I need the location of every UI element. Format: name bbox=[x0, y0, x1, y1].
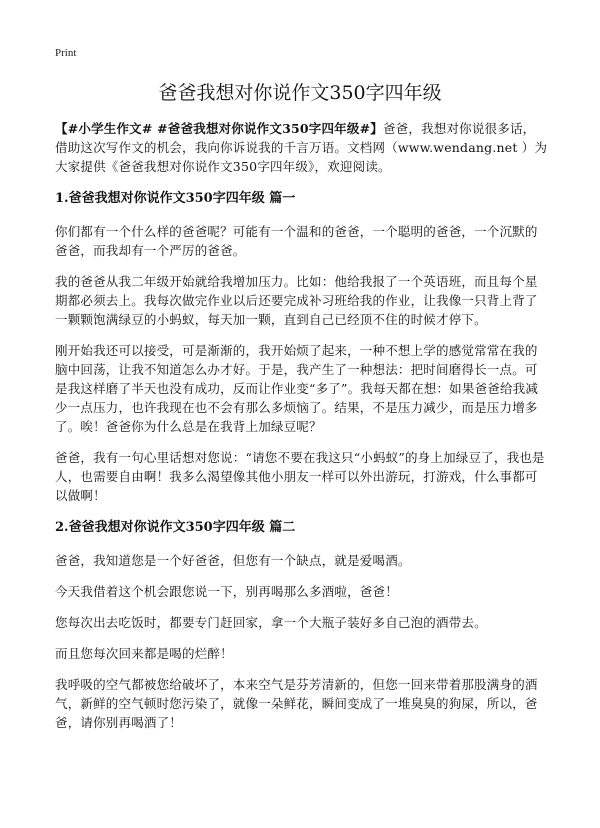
section-2-paragraph: 您每次出去吃饭时，都要专门赶回家，拿一个大瓶子装好多自己泡的酒带去。 bbox=[55, 615, 487, 630]
section-2-paragraph: 今天我借着这个机会跟您说一下，别再喝那么多酒啦，爸爸！ bbox=[55, 584, 398, 599]
section-1-paragraph: 你们都有一个什么样的爸爸呢？可能有一个温和的爸爸，一个聪明的爸爸，一个沉默的爸爸，而我却有一个严厉的爸爸。 bbox=[55, 224, 538, 258]
intro-tags: 【#小学生作文# #爸爸我想对你说作文350字四年级#】 bbox=[55, 121, 383, 136]
intro-paragraph bbox=[55, 119, 548, 176]
section-heading-1: 1.爸爸我想对你说作文350字四年级 篇一 bbox=[55, 191, 296, 206]
section-1-paragraph: 刚开始我还可以接受，可是渐渐的，我开始烦了起来，一种不想上学的感觉常常在我的脑中回荡，让我不知道怎么办才好。于是，我产生了一种想法：把时间磨得长一点。可是我这样磨了半天也没有成功，反而让作业变“多了”。我每天都在想：如果爸爸给我减少一点压力，也许我现在也不会有那么多烦恼了。结果，不是压力减少，而是压力增多了。唉！爸爸你为什么总是在我背上加绿豆呢？ bbox=[55, 343, 539, 434]
section-1-paragraph: 我的爸爸从我二年级开始就给我增加压力。比如：他给我报了一个英语班，而且每个星期都必须去上。我每次做完作业以后还要完成补习班给我的作业，让我像一只背上背了一颗颗饱满绿豆的小蚂蚁，每天加一颗，直到自己已经顶不住的时候才停下。 bbox=[55, 274, 538, 327]
intro-text: 爸爸，我想对你说很多话，借助这次写作文的机会，我向你诉说我的千言万语。文档网（www.wendang.net ）为大家提供《爸爸我想对你说作文350字四年级》，欢迎阅读。 bbox=[55, 121, 548, 174]
section-2-paragraph: 爸爸，我知道您是一个好爸爸，但您有一个缺点，就是爱喝酒。 bbox=[55, 553, 411, 568]
article-body bbox=[55, 119, 548, 732]
section-heading-2: 2.爸爸我想对你说作文350字四年级 篇二 bbox=[55, 520, 296, 535]
page-title: 爸爸我想对你说作文350字四年级 bbox=[158, 82, 442, 104]
section-1-paragraph: 爸爸，我有一句心里话想对您说：“请您不要在我这只“小蚂蚁”的身上加绿豆了，我也是人，也需要自由啊！我多么渴望像其他小朋友一样可以外出游玩，打游戏，什么事都可以做啊！ bbox=[55, 450, 545, 503]
section-2-paragraph: 而且您每次回来都是喝的烂醉！ bbox=[55, 646, 233, 661]
section-2-paragraph: 我呼吸的空气都被您给破坏了，本来空气是芬芳清新的，但您一回来带着那股满身的酒气，新鲜的空气顿时您污染了，就像一朵鲜花，瞬间变成了一堆臭臭的狗屎，所以，爸爸，请你别再喝酒了！ bbox=[55, 677, 538, 730]
print-link[interactable]: Print bbox=[55, 47, 77, 59]
